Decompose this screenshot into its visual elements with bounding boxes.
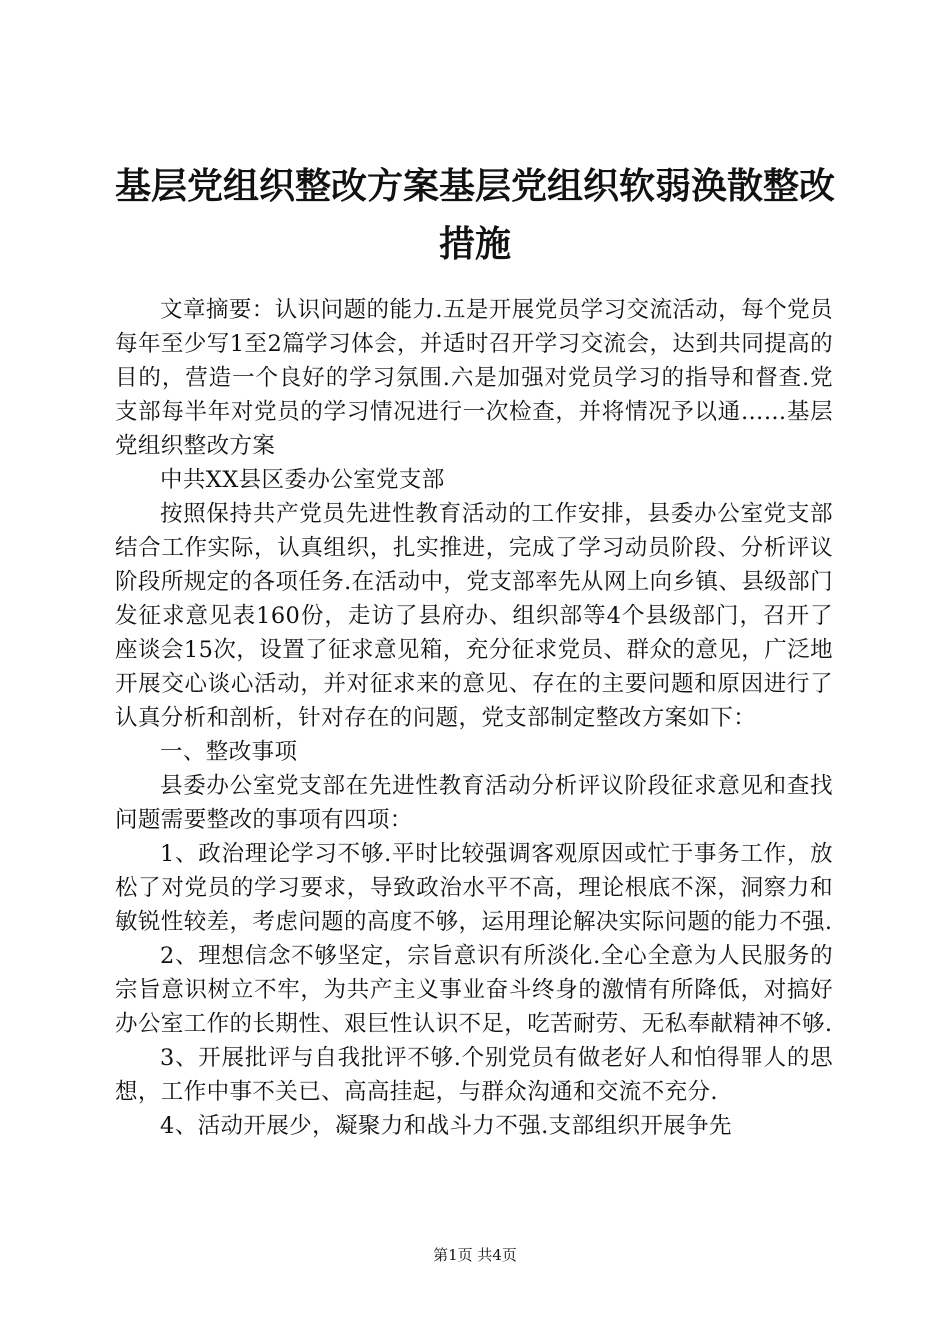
item-4-paragraph: 4、活动开展少，凝聚力和战斗力不强.支部组织开展争先 [160, 1113, 732, 1139]
document-body [115, 293, 833, 1143]
item-2-paragraph: 2、理想信念不够坚定，宗旨意识有所淡化.全心全意为人民服务的宗旨意识树立不牢，为共产主义事业奋斗终身的激情有所降低，对搞好办公室工作的长期性、艰巨性认识不足，吃苦耐劳、无私奉献精神不够. [115, 943, 833, 1037]
intro-paragraph: 按照保持共产党员先进性教育活动的工作安排，县委办公室党支部结合工作实际，认真组织，扎实推进，完成了学习动员阶段、分析评议阶段所规定的各项任务.在活动中，党支部率先从网上向乡镇、县级部门发征求意见表160份，走访了县府办、组织部等4个县级部门，召开了座谈会15次，设置了征求意见箱，充分征求党员、群众的意见，广泛地开展交心谈心活动，并对征求来的意见、存在的主要问题和原因进行了认真分析和剖析，针对存在的问题，党支部制定整改方案如下： [115, 501, 833, 731]
section-heading: 一、整改事项 [160, 739, 298, 765]
item-1-paragraph: 1、政治理论学习不够.平时比较强调客观原因或忙于事务工作，放松了对党员的学习要求，导致政治水平不高，理论根底不深，洞察力和敏锐性较差，考虑问题的高度不够，运用理论解决实际问题的能力不强. [115, 841, 833, 935]
abstract-paragraph: 文章摘要：认识问题的能力.五是开展党员学习交流活动，每个党员每年至少写1至2篇学习体会，并适时召开学习交流会，达到共同提高的目的，营造一个良好的学习氛围.六是加强对党员学习的指导和督查.党支部每半年对党员的学习情况进行一次检查，并将情况予以通……基层党组织整改方案 [115, 297, 833, 459]
item-3-paragraph: 3、开展批评与自我批评不够.个别党员有做老好人和怕得罪人的思想，工作中事不关已、高高挂起，与群众沟通和交流不充分. [115, 1045, 833, 1105]
page-footer: 第1页 共4页 [433, 1246, 517, 1264]
section-intro-paragraph: 县委办公室党支部在先进性教育活动分析评议阶段征求意见和查找问题需要整改的事项有四项： [115, 773, 833, 833]
document-title: 基层党组织整改方案基层党组织软弱涣散整改措施 [114, 166, 835, 265]
organization-line: 中共XX县区委办公室党支部 [160, 467, 445, 493]
